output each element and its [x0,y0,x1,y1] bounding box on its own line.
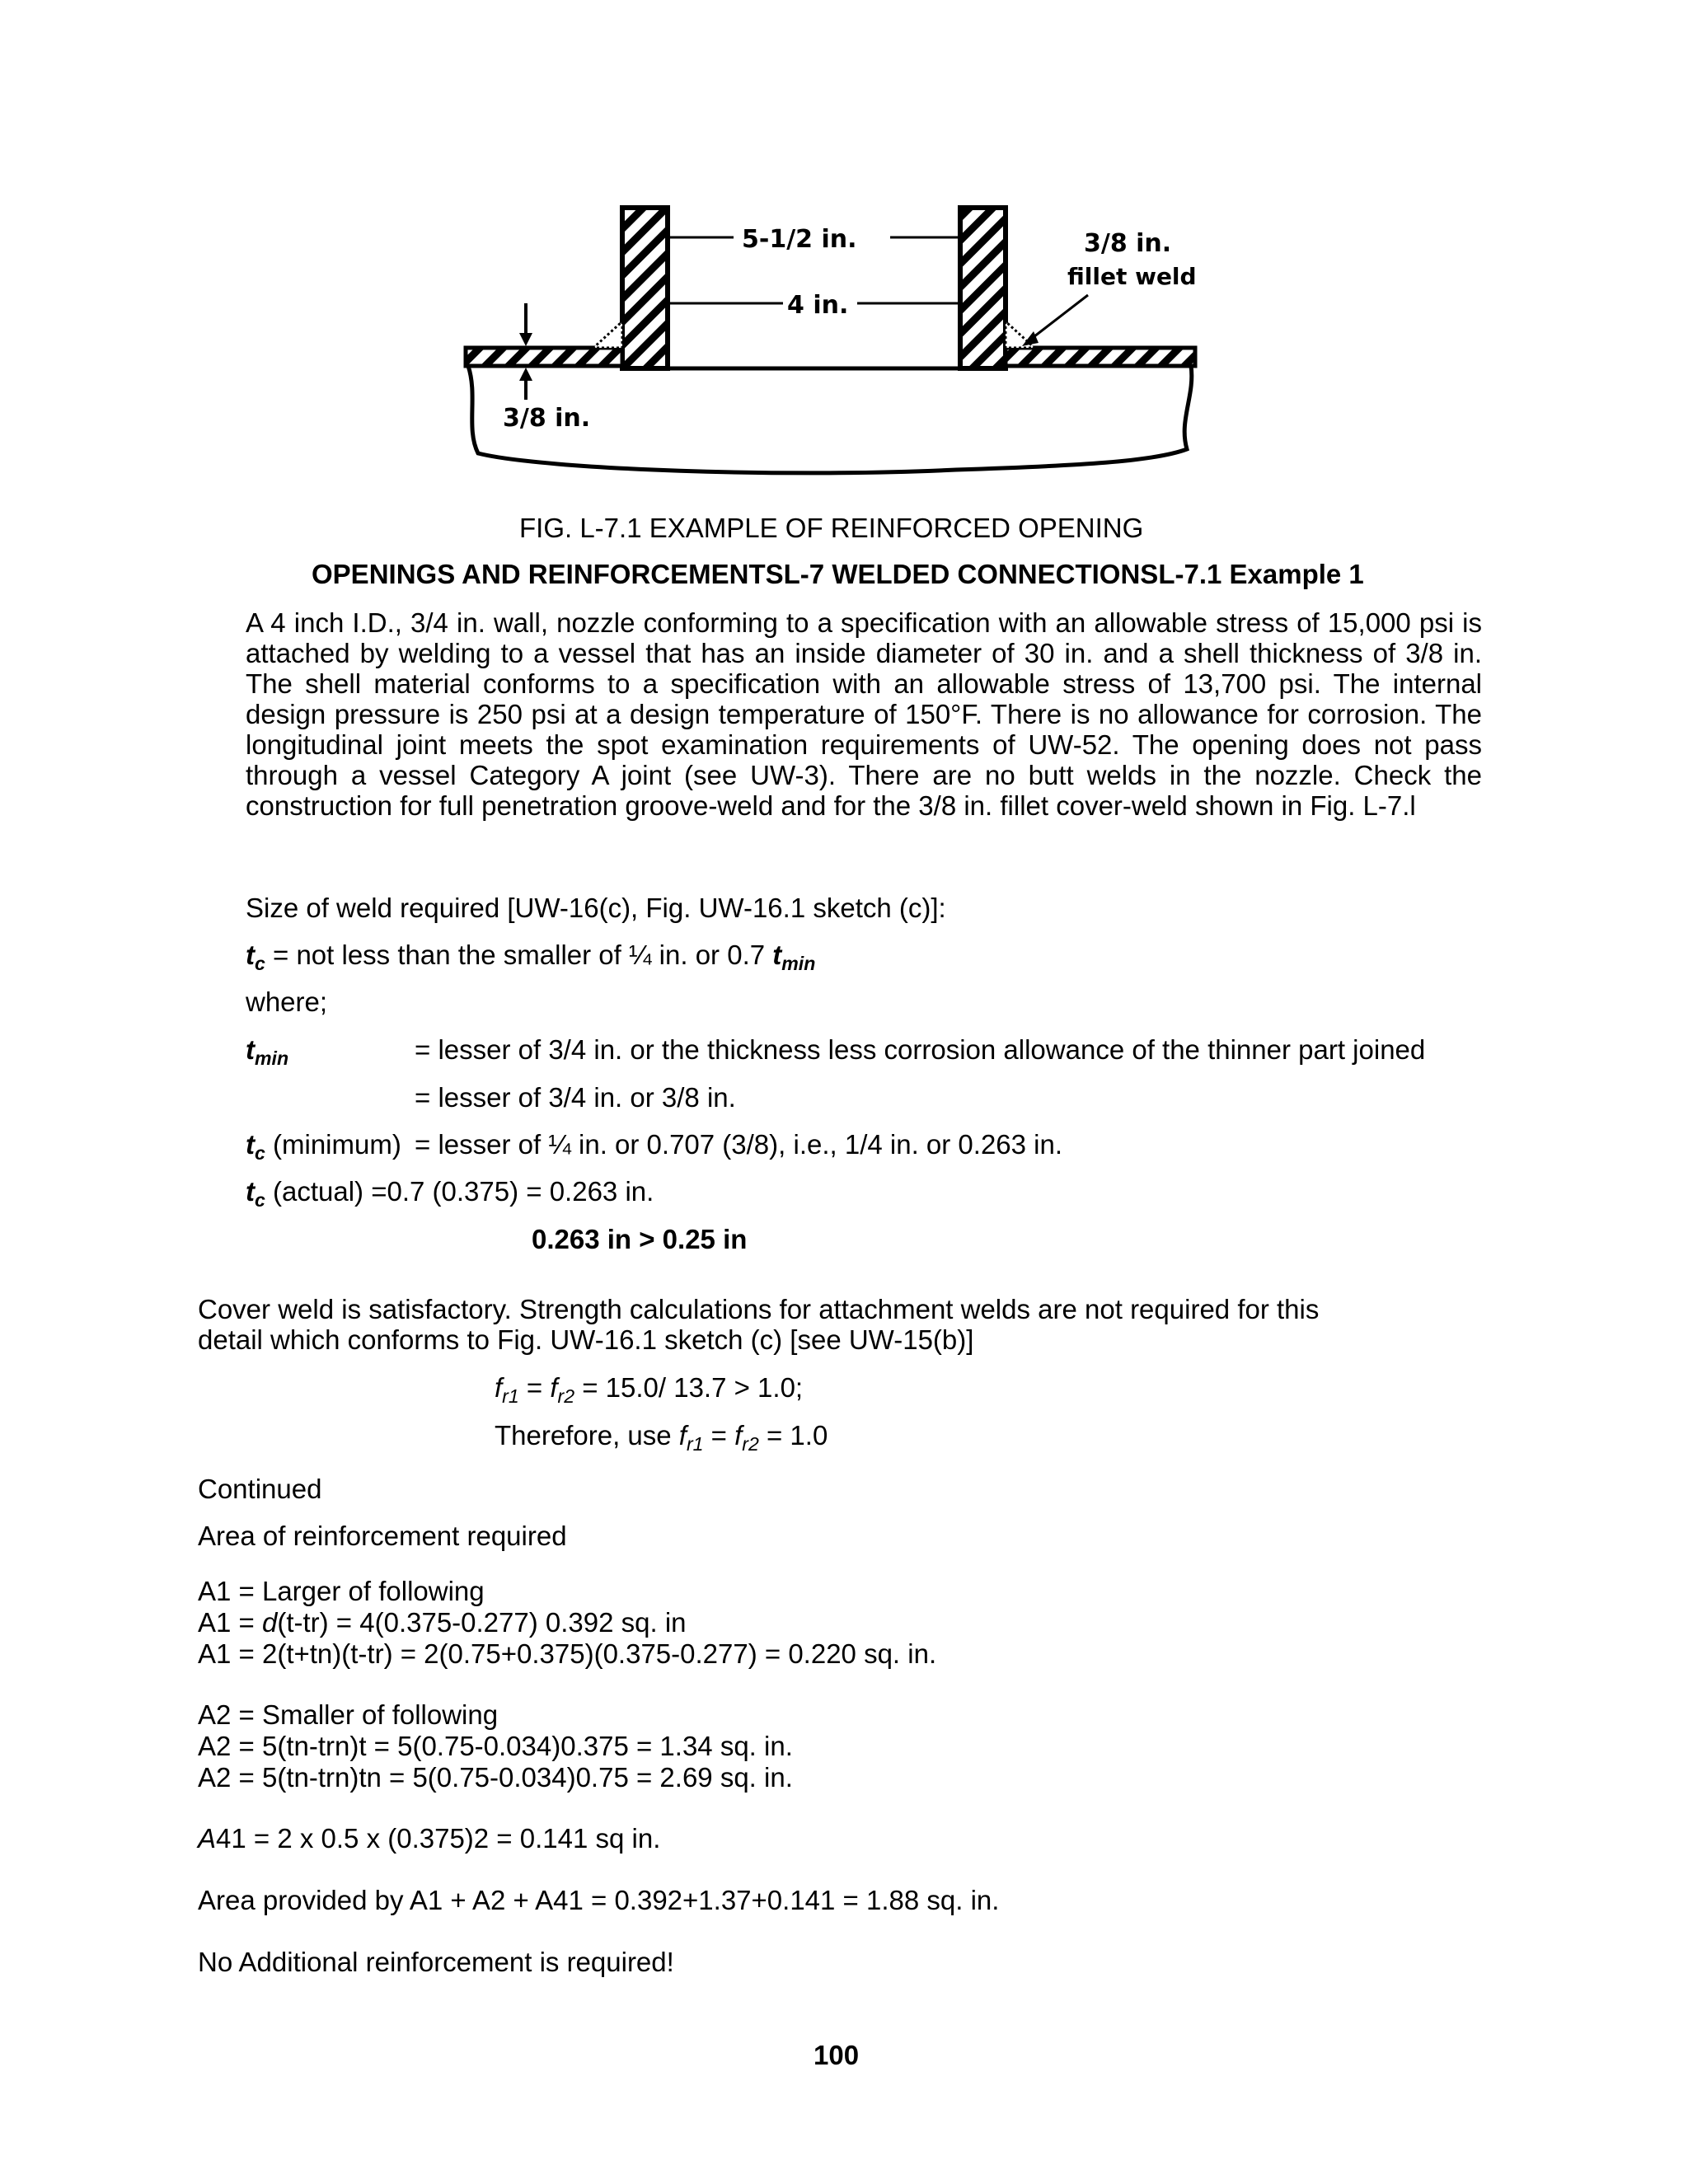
label-shell-thickness: 3/8 in. [503,404,591,433]
left-nozzle-wall [622,208,668,368]
a2-line-3: A2 = 5(tn-trn)tn = 5(0.75-0.034)0.75 = 2.69 sq. in. [198,1762,793,1793]
a1-line-2: A1 = d(t-tr) = 4(0.375-0.277) 0.392 sq. in [198,1607,687,1638]
tmin-definition-2: = lesser of 3/4 in. or 3/8 in. [415,1082,736,1113]
tmin-definition-1: = lesser of 3/4 in. or the thickness less corrosion allowance of the thinner part joined [415,1034,1426,1065]
intro-paragraph [246,607,1482,821]
fr-ratio-line: $f_{r1} = f_{r2} = 15.0/$ 13.7 > 1.0; [495,1372,804,1407]
shell-plate-left [466,348,622,366]
section-heading: OPENINGS AND REINFORCEMENTSL-7 WELDED CONNECTIONSL-7.1 Example 1 [312,559,1364,589]
cover-weld-line-1: Cover weld is satisfactory. Strength calculations for attachment welds are not required for this [198,1294,1320,1324]
a41-line: A41 = 2 x 0.5 x (0.375)2 = 0.141 sq in. [198,1823,661,1854]
tc-definition: $t_c$ = not less than the smaller of ¼ in. or 0.7 $t_{min}$ [246,940,816,974]
weld-result: 0.263 in > 0.25 in [532,1224,748,1254]
a2-line-2: A2 = 5(tn-trn)t = 5(0.75-0.034)0.375 = 1.34 sq. in. [198,1731,793,1761]
conclusion-line: No Additional reinforcement is required! [198,1947,674,1977]
weld-size-line: Size of weld required [UW-16(c), Fig. UW-16.1 sketch (c)]: [246,893,946,923]
tc-actual: $t_c$ (actual) =0.7 (0.375) = 0.263 in. [246,1176,654,1211]
fr-use-line: Therefore, use $f_{r1} = f_{r2} = 1.0$ [495,1420,828,1455]
area-provided-line: Area provided by A1 + A2 + A41 = 0.392+1.37+0.141 = 1.88 sq. in. [198,1885,1000,1915]
cover-weld-line-2: detail which conforms to Fig. UW-16.1 sketch (c) [see UW-15(b)] [198,1324,974,1355]
a1-line-3: A1 = 2(t+tn)(t-tr) = 2(0.75+0.375)(0.375-0.277) = 0.220 sq. in. [198,1638,937,1669]
page-number: 100 [814,2040,860,2070]
intro-text: A 4 inch I.D., 3/4 in. wall, nozzle conforming to a specification with an allowable stress of 15,000 psi is attached by welding to a vessel that has an inside diameter of 30 in. and a shell thickness of 3/8 in. The shell material conforms to a specification with an allowable stress of 13,700 psi. The internal design pressure is 250 psi at a design temperature of 150°F. There is no allowance for corrosion. The longitudinal joint meets the spot examination requirements of UW-52. The opening does not pass through a vessel Category A joint (see UW-3). There are no butt welds in the nozzle. Check the construction for full penetration groove-weld and for the 3/8 in. fillet cover-weld shown in Fig. L-7.l [246,607,1482,821]
fillet-weld-left [593,321,622,348]
label-fillet-size: 3/8 in. [1084,229,1172,258]
continued-label: Continued [198,1474,322,1504]
shell-plate-right [1006,348,1195,366]
where-label: where; [246,987,328,1017]
a1-line-1: A1 = Larger of following [198,1576,485,1606]
right-nozzle-wall [960,208,1006,368]
tc-minimum-label: $t_c$ (minimum) [246,1129,401,1164]
a2-line-1: A2 = Smaller of following [198,1699,499,1730]
area-required-heading: Area of reinforcement required [198,1521,567,1551]
figure-caption: FIG. L-7.1 EXAMPLE OF REINFORCED OPENING [519,513,1144,543]
label-outer-width: 5-1/2 in. [742,225,857,254]
tc-symbol: t [246,940,255,970]
label-fillet-name: fillet weld [1067,263,1197,290]
tmin-label: $t_{min}$ [246,1034,289,1069]
label-inner-width: 4 in. [787,291,849,320]
reinforced-opening-figure [462,198,1203,494]
tmin-symbol: t [772,940,782,970]
tc-minimum-value: = lesser of ¼ in. or 0.707 (3/8), i.e., 1/4 in. or 0.263 in. [415,1129,1063,1160]
